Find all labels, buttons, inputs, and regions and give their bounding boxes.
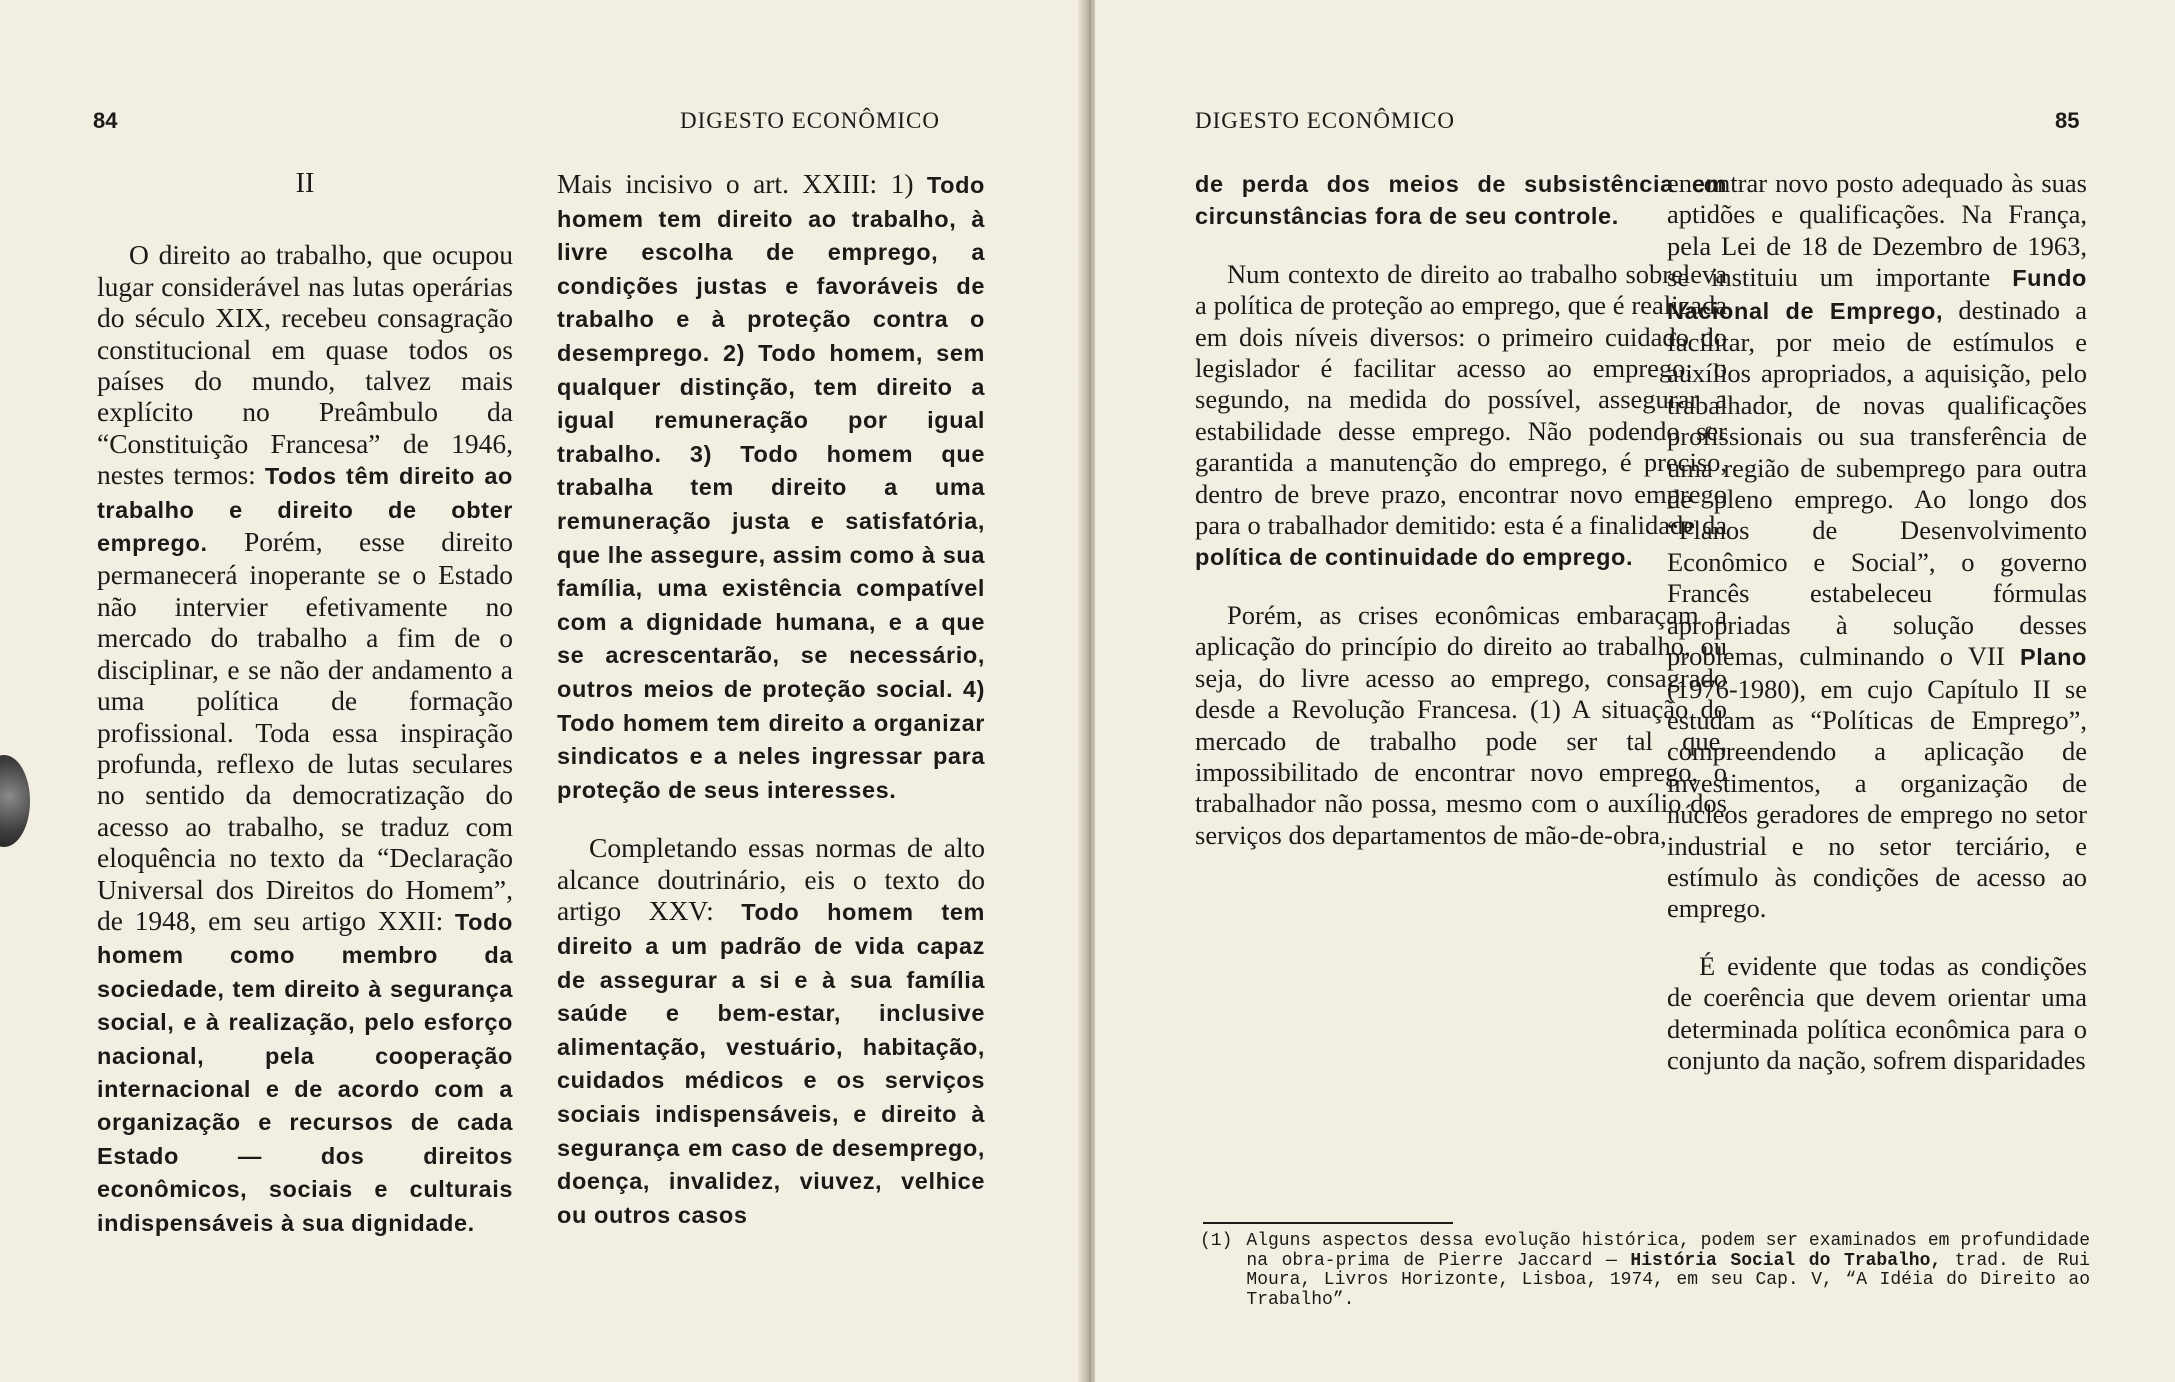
paragraph — [557, 168, 985, 806]
text-run: destinado a facilitar, por meio de estímulos e auxílios apropriados, a aquisição, pelo trabalhador, de novas qualificações profissionais ou sua transferência de uma região de subemprego para outra de pleno emprego. Ao longo dos “Planos de Desenvolvimento Econômico e Social”, o governo Francês estabeleceu fórmulas apropriadas à solução desses problemas, culminando o VII — [1667, 294, 2088, 672]
paragraph: Porém, as crises econômicas embaraçam a aplicação do princípio do direito ao trabalho, ou seja, do livre acesso ao emprego, consagrado desde a Revolução Francesa. (1) A situação do mercado de trabalho pode ser tal que, impossibilitado de encontrar novo emprego, o trabalhador não possa, mesmo com o auxílio dos serviços dos departamentos de mão-de-obra, — [1195, 599, 1727, 850]
bold-term: política de continuidade do emprego. — [1195, 544, 1634, 571]
text-run: O direito ao trabalho, que ocupou lugar considerável nas lutas operárias do século XIX, recebeu consagração constitucional em quase todos os países do mundo, talvez mais explícito no Preâmbulo da “Constituição Francesa” de 1946, nestes termos: — [97, 239, 513, 491]
bold-quote: Todo homem tem direito ao trabalho, à livre escolha de emprego, a condições justas e favoráveis de trabalho e à proteção contra o desemprego. 2) Todo homem, sem qualquer distinção, tem direito a igual remuneração por igual trabalho. 3) Todo homem que trabalha tem direito a uma remuneração justa e satisfatória, que lhe assegure, assim como à sua família, uma existência compatível com a dignidade humana, e a que se acrescentarão, se necessário, outros meios de proteção social. 4) Todo homem tem direito a organizar sindicatos e a neles ingressar para proteção de seus interesses. — [557, 172, 985, 803]
section-heading: II — [295, 168, 315, 199]
paragraph — [97, 239, 513, 1239]
text-run: Completando essas normas de alto alcance doutrinário, eis o texto do artigo XXV: — [557, 832, 985, 927]
page-number-left: 84 — [93, 108, 118, 133]
running-head-right: DIGESTO ECONÔMICO — [1195, 108, 1455, 133]
paragraph — [1667, 168, 2087, 925]
footnote-book-title: História Social do Trabalho, — [1630, 1250, 1942, 1271]
right-column-1 — [1195, 168, 1727, 851]
left-column-2 — [557, 168, 985, 1231]
text-run: Porém, esse direito permanecerá inoperante se o Estado não intervier efetivamente no mercado do trabalho a fim de o disciplinar, e se não der andamento a uma política de formação profissional. Toda essa inspiração profunda, reflexo de lutas seculares no sentido da democratização do acesso ao trabalho, se traduz com eloquência no texto da “Declaração Universal dos Direitos do Homem”, de 1948, em seu artigo XXII: — [97, 526, 513, 936]
bold-term: Fundo Nacional de Emprego, — [1667, 265, 2087, 324]
text-run: Alguns aspectos dessa evolução histórica, podem ser examinados em profundidade na obra-prima de Pierre Jaccard — — [1246, 1231, 2090, 1271]
text-run: encontrar novo posto adequado às suas aptidões e qualificações. Na França, pela Lei de 18 de Dezembro de 1963, se instituiu um importante — [1667, 168, 2087, 293]
bold-term: Plano — [2020, 644, 2087, 671]
bold-quote: Todo homem como membro da sociedade, tem direito à segurança social, e à realização, pelo esforço nacional, pela cooperação internacional e de acordo com a organização e recursos de cada Estado — dos direitos econômicos, sociais e culturais indispensáveis à sua dignidade. — [97, 908, 513, 1236]
paragraph — [557, 832, 985, 1231]
text-run: Mais incisivo o art. XXIII: 1) — [557, 168, 927, 199]
text-run: trad. de Rui Moura, Livros Horizonte, Lisboa, 1974, em seu Cap. V, “A Idéia do Direito ao Trabalho”. — [1246, 1250, 2090, 1310]
paragraph: É evidente que todas as condições de coerência que devem orientar uma determinada política econômica para o conjunto da nação, sofrem disparidades — [1667, 950, 2087, 1075]
footnote — [1200, 1232, 2090, 1310]
paragraph — [1195, 259, 1727, 574]
paragraph — [1195, 168, 1727, 233]
text-run: Num contexto de direito ao trabalho sobreleva a política de proteção ao emprego, que é realizada em dois níveis diversos: o primeiro cuidado do legislador é facilitar acesso ao emprego; o segundo, na medida do possível, assegurar a estabilidade desse emprego. Não podendo ser garantida a manutenção do emprego, é preciso, dentro de breve prazo, encontrar novo emprego para o trabalhador demitido: esta é a finalidade da — [1195, 258, 1727, 541]
right-page — [1095, 0, 2175, 1382]
text-run: (1976-1980), em cujo Capítulo II se estudam as “Políticas de Emprego”, compreendendo a aplicação de investimentos, a organização de núcleos geradores de emprego no setor industrial e no setor terciário, e estímulo às condições de acesso ao emprego. — [1667, 673, 2087, 924]
left-column-1 — [97, 168, 513, 1239]
running-head-left: DIGESTO ECONÔMICO — [680, 108, 940, 133]
footnote-rule — [1203, 1222, 1453, 1224]
bold-quote: de perda dos meios de subsistência em circunstâncias fora de seu controle. — [1195, 171, 1727, 230]
bold-quote: Todos têm direito ao trabalho e direito de obter emprego. — [97, 463, 513, 557]
binding-hole — [0, 755, 30, 847]
right-column-2 — [1667, 168, 2087, 1076]
bold-quote: Todo homem tem direito a um padrão de vida capaz de assegurar a si e à sua família saúde e bem-estar, inclusive alimentação, vestuário, habitação, cuidados médicos e os serviços sociais indispensáveis, e direito à segurança em caso de desemprego, doença, invalidez, viuvez, velhice ou outros casos — [557, 899, 986, 1228]
footnote-text — [1246, 1232, 2090, 1310]
page-number-right: 85 — [2055, 108, 2080, 133]
left-page — [0, 0, 1085, 1382]
footnote-mark: (1) — [1200, 1231, 1233, 1251]
